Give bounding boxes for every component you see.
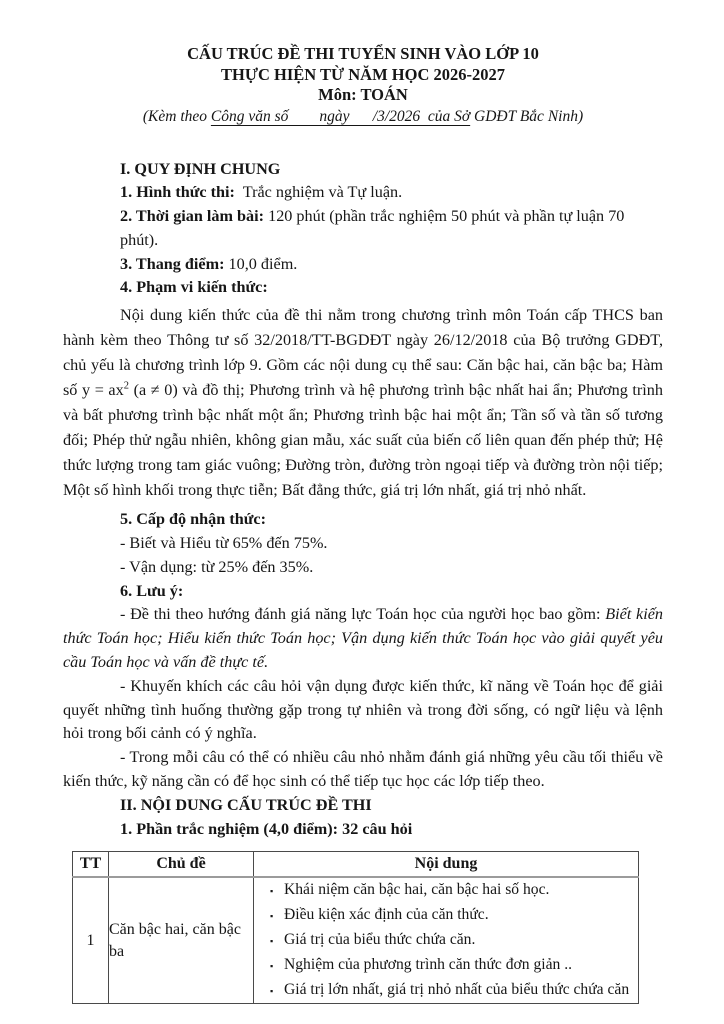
scope-text-before-superscript: Nội dung kiến thức của đề thi nằm trong chương trình môn Toán cấp THCS ban hành kèm theo Thông tư số 32/2018/TT-BGDĐT ngày 26/12/2018 của Bộ trưởng GDĐT, chủ yếu là chương trình lớp 9. Gồm các nội dung cụ thể sau: Căn bậc hai, căn bậc ba; Hàm số y = ax [63,306,663,400]
knowledge-scope-paragraph [63,303,663,503]
square-bullet-icon: ▪ [270,911,274,922]
rule-knowledge-scope-heading: 4. Phạm vi kiến thức: [120,278,268,297]
title-line-3: Môn: TOÁN [318,85,408,104]
row-number-cell: 1 [73,877,109,1004]
note-1-italic-text: Biết kiến thức Toán học; Hiểu kiến thức Toán học; Vận dụng kiến thức Toán học vào giải quyết yêu cầu Toán học và vấn đề thực tế. [63,605,663,672]
rule-grading-scale-value: 10,0 điểm. [224,254,298,273]
multiple-choice-part-heading: 1. Phần trắc nghiệm (4,0 điểm): 32 câu hỏi [120,819,413,838]
column-header-content: Nội dung [254,852,639,877]
cognitive-level-know-understand: - Biết và Hiểu từ 65% đến 75%. [120,534,328,553]
cognitive-levels-heading: 5. Cấp độ nhận thức: [120,510,266,529]
note-applied-questions: - Khuyến khích các câu hỏi vận dụng được kiến thức, kĩ năng về Toán học để giải quyết những tình huống thường gặp trong tự nhiên và trong đời sống, có ngữ liệu và lệnh hỏi trong bối cảnh có ý nghĩa. [63,676,663,743]
column-header-topic: Chủ đề [109,852,254,877]
note-1-normal-text: - Đề thi theo hướng đánh giá năng lực Toán học của người học bao gồm: [120,605,606,624]
rule-duration-label: 2. Thời gian làm bài: [120,207,265,226]
list-item [254,953,638,978]
rule-duration [120,205,663,253]
list-item [254,928,638,953]
list-item [254,903,638,928]
square-bullet-icon: ▪ [270,886,274,897]
note-competency-orientation [63,603,663,674]
subtitle-blank-reference-line: Công văn số ngày /3/2026 của Sở [210,107,471,125]
section-2-heading: II. NỘI DUNG CẤU TRÚC ĐỀ THI [120,795,372,814]
title-line-1: CẤU TRÚC ĐỀ THI TUYỂN SINH VÀO LỚP 10 [187,44,539,63]
square-bullet-icon: ▪ [270,961,274,972]
cognitive-level-apply: - Vận dụng: từ 25% đến 35%. [120,557,314,576]
square-bullet-icon: ▪ [270,936,274,947]
exam-structure-table [72,851,639,1004]
list-item-text: Điều kiện xác định của căn thức. [284,906,489,924]
scope-text-after-superscript: (a ≠ 0) và đồ thị; Phương trình và hệ phương trình bậc nhất hai ẩn; Phương trình và bất phương trình bậc nhất một ẩn; Phương trình bậc hai một ẩn; Tần số và tần số tương đối; Phép thử ngẫu nhiên, không gian mẫu, xác suất của biến cố liên quan đến phép thử; Hệ thức lượng trong tam giác vuông; Đường tròn, đường tròn ngoại tiếp và đường tròn nội tiếp; Một số hình khối trong thực tiễn; Bất đẳng thức, giá trị lớn nhất, giá trị nhỏ nhất. [63,381,663,500]
list-item-text: Khái niệm căn bậc hai, căn bậc hai số học. [284,881,550,899]
list-item-text: Giá trị lớn nhất, giá trị nhỏ nhất của biểu thức chứa căn [284,981,630,999]
list-item-text: Nghiệm của phương trình căn thức đơn giản .. [284,956,573,974]
list-item [254,878,638,903]
rule-duration-value: 120 phút (phần trắc nghiệm 50 phút và phần tự luận 70 phút). [120,207,629,249]
title-line-2: THỰC HIỆN TỪ NĂM HỌC 2026-2027 [220,64,505,84]
column-header-tt: TT [73,852,109,877]
content-bullet-list [254,878,638,1003]
rule-exam-format [120,181,663,205]
notes-heading: 6. Lưu ý: [120,581,184,600]
rule-grading-scale [120,253,663,277]
square-bullet-icon: ▪ [270,986,274,997]
superscript-exponent: 2 [123,380,129,392]
rule-grading-scale-label: 3. Thang điểm: [120,254,225,273]
section-1-heading: I. QUY ĐỊNH CHUNG [120,159,281,178]
topic-cell: Căn bậc hai, căn bậc ba [109,877,254,1004]
list-item [254,978,638,1003]
table-header-row [73,852,639,877]
rule-exam-format-value: Trắc nghiệm và Tự luận. [234,183,403,202]
rule-exam-format-label: 1. Hình thức thi: [120,183,235,202]
subtitle-post: GDĐT Bắc Ninh) [470,107,584,125]
list-item-text: Giá trị của biểu thức chứa căn. [284,931,476,949]
content-cell [254,877,639,1004]
document-subtitle [63,107,663,127]
table-row [73,877,639,1004]
subtitle-pre: (Kèm theo [142,107,211,125]
note-subquestions: - Trong mỗi câu có thể có nhiều câu nhỏ nhằm đánh giá những yêu cầu tối thiểu về kiến thức, kỹ năng cần có để học sinh có thể tiếp tục học các lớp tiếp theo. [63,748,663,791]
document-body [63,158,663,1005]
document-title [63,44,663,106]
